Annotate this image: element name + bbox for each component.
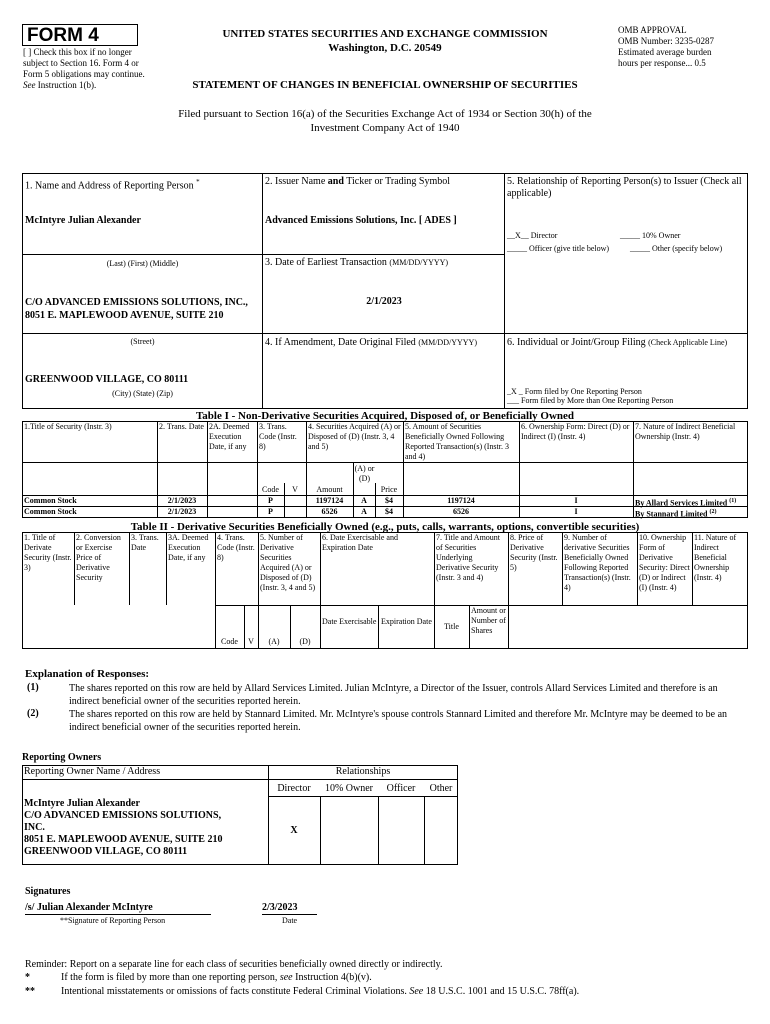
- agency-city: Washington, D.C. 20549: [328, 42, 442, 54]
- filed-pursuant-line1: Filed pursuant to Section 16(a) of the Securities Exchange Act of 1934 or Section 30(h) of the: [178, 108, 592, 120]
- t1-h-nature: 7. Nature of Indirect Beneficial Ownership (Instr. 4): [635, 422, 736, 441]
- t1-r2-aord: A: [361, 507, 367, 516]
- t1-r2-date: 2/1/2023: [167, 507, 197, 516]
- box3-label: [265, 257, 503, 269]
- box1-label: [25, 176, 260, 192]
- box4-label-text: 4. If Amendment, Date Original Filed: [265, 337, 416, 348]
- t2-h-title: 1. Title of Derivate Security (Instr. 3): [24, 533, 72, 572]
- omb-hours: hours per response... 0.5: [618, 58, 706, 68]
- t1-h-acquired: 4. Securities Acquired (A) or Disposed of (D) (Instr. 3, 4 and 5): [308, 422, 401, 451]
- t2-h-price: 8. Price of Derivative Security (Instr. 5): [510, 533, 558, 572]
- footnote-star1-see: see: [279, 972, 293, 983]
- t2-h-exercisable: 6. Date Exercisable and Expiration Date: [322, 533, 398, 552]
- t2-h-exp-date: Expiration Date: [381, 617, 432, 626]
- omb-number: OMB Number: 3235-0287: [618, 36, 714, 46]
- box5-label: 5. Relationship of Reporting Person(s) to Issuer (Check all applicable): [507, 176, 742, 199]
- t2-h-nature: 11. Nature of Indirect Beneficial Ownership (Instr. 4): [694, 533, 737, 582]
- t1-h-v-sub: V: [292, 485, 298, 494]
- t1-r1-owned: 1197124: [447, 496, 475, 505]
- signature-value: /s/ Julian Alexander McIntyre: [25, 902, 211, 915]
- t2-h-underlying: 7. Title and Amount of Securities Underlying Derivative Security (Instr. 3 and 4): [436, 533, 501, 582]
- note-2-text: The shares reported on this row are held by Stannard Limited. Mr. McIntyre's spouse controls Stannard Limited and therefore Mr. McIntyre may be deemed to be an indirect beneficial owner of the securities reported herein.: [69, 709, 728, 733]
- t1-r2-owned: 6526: [453, 507, 469, 516]
- agency-title: UNITED STATES SECURITIES AND EXCHANGE COMMISSION: [222, 28, 548, 40]
- t1-r2-title: Common Stock: [24, 507, 77, 516]
- t2-h-date-ex: Date Exercisable: [322, 617, 377, 626]
- box3-format: (MM/DD/YYYY): [389, 258, 449, 267]
- earliest-transaction-date: 2/1/2023: [366, 296, 402, 307]
- csz-caption: (City) (State) (Zip): [112, 389, 173, 398]
- t1-h-price-sub: Price: [380, 485, 398, 494]
- box6-label-text: 6. Individual or Joint/Group Filing: [507, 337, 646, 348]
- t1-r1-form: I: [574, 496, 578, 505]
- box6-note: (Check Applicable Line): [648, 338, 728, 347]
- omb-box: [618, 25, 758, 69]
- rel-other[interactable]: _____ Other (specify below): [630, 244, 723, 253]
- check-box-see: See: [23, 80, 36, 90]
- t2-h-code: 4. Trans. Code (Instr. 8): [217, 533, 255, 562]
- box3-label-text: 3. Date of Earliest Transaction: [265, 257, 387, 268]
- t2-h-deemed: 3A. Deemed Execution Date, if any: [168, 533, 209, 562]
- rel-ten-pct-owner[interactable]: _____ 10% Owner: [620, 231, 681, 240]
- rel-director[interactable]: __X__ Director: [507, 231, 558, 240]
- t2-h-a-sub: (A): [268, 637, 280, 646]
- footnote-star2-mark: **: [25, 986, 35, 997]
- reporting-person-city: GREENWOOD VILLAGE, CO 80111: [25, 374, 189, 385]
- t2-h-amount-shares: Amount or Number of Shares: [471, 606, 506, 635]
- form-label: FORM 4: [22, 24, 138, 46]
- footnote-star2-a: Intentional misstatements or omissions of facts constitute Federal Criminal Violations.: [61, 986, 407, 997]
- street-caption: (Street): [130, 337, 155, 346]
- ro-director-mark: X: [290, 825, 298, 836]
- signature-caption: **Signature of Reporting Person: [60, 916, 166, 925]
- t1-h-deemed: 2A. Deemed Execution Date, if any: [209, 422, 250, 451]
- reporting-person-address: C/O ADVANCED EMISSIONS SOLUTIONS, INC., 8051 E. MAPLEWOOD AVENUE, SUITE 210: [25, 297, 248, 321]
- name-caption: (Last) (First) (Middle): [106, 259, 179, 268]
- reporting-owners-heading: Reporting Owners: [22, 752, 102, 763]
- ro-owner-line: 8051 E. MAPLEWOOD AVENUE, SUITE 210: [24, 834, 223, 845]
- box2-label-a: 2. Issuer Name: [265, 176, 326, 187]
- note-2-num: (2): [27, 708, 39, 719]
- t1-r2-amount: 6526: [321, 507, 338, 516]
- filing-more-persons[interactable]: ___ Form filed by More than One Reporting Person: [507, 396, 674, 405]
- signature-date: 2/3/2023: [262, 902, 317, 915]
- t1-r1-code: P: [268, 496, 273, 505]
- omb-title: OMB APPROVAL: [618, 25, 687, 35]
- note-1-text: The shares reported on this row are held by Allard Services Limited. Julian McIntyre, a Director of the Issuer, controls Allard Services Limited and therefore is an indirect beneficial owner of the securities reported herein.: [69, 683, 718, 707]
- t1-r2-nature-text: By Stannard Limited: [635, 509, 708, 519]
- note-1-num: (1): [27, 682, 39, 693]
- t1-h-aord-sub: (A) or (D): [354, 464, 375, 483]
- box2-label: [265, 176, 503, 188]
- t2-h-d-sub: (D): [299, 637, 311, 646]
- footnote-star1-b: Instruction 4(b)(v).: [295, 972, 372, 983]
- ro-col-relationships: Relationships: [335, 766, 391, 777]
- t2-h-form: 10. Ownership Form of Derivative Security: Direct (D) or Indirect (I) (Instr. 4): [639, 533, 690, 592]
- check-box-text: [ ] Check this box if no longer subject to Section 16. Form 4 or Form 5 obligations may continue.: [23, 47, 145, 79]
- table2-title: Table II - Derivative Securities Beneficially Owned (e.g., puts, calls, warrants, options, convertible securities): [130, 521, 640, 533]
- box2-label-and: and: [327, 176, 344, 187]
- t2-h-conversion: 2. Conversion or Exercise Price of Derivative Security: [76, 533, 121, 582]
- reminder: Reminder: Report on a separate line for each class of securities beneficially owned directly or indirectly.: [25, 959, 443, 970]
- t2-h-number: 5. Number of Derivative Securities Acquired (A) or Disposed of (D) (Instr. 3, 4 and 5): [260, 533, 316, 592]
- box2-label-b: Ticker or Trading Symbol: [346, 176, 451, 187]
- t1-r1-footnote[interactable]: (1): [729, 498, 737, 504]
- t1-h-form: 6. Ownership Form: Direct (D) or Indirect (I) (Instr. 4): [521, 422, 630, 441]
- rel-officer[interactable]: _____ Officer (give title below): [507, 244, 610, 253]
- ro-col-officer: Officer: [386, 783, 416, 794]
- check-box-instr: Instruction 1(b).: [37, 80, 97, 90]
- footnote-star2: [61, 986, 751, 998]
- table1-title: Table I - Non-Derivative Securities Acquired, Disposed of, or Beneficially Owned: [195, 410, 575, 422]
- box1-star: *: [196, 178, 200, 186]
- footnote-star1-a: If the form is filed by more than one reporting person,: [61, 972, 278, 983]
- t2-h-underlying-title: Title: [444, 622, 459, 631]
- t1-r1-aord: A: [361, 496, 367, 505]
- t1-r2-code: P: [268, 507, 273, 516]
- box6-label: [507, 337, 747, 349]
- footnote-star1-mark: *: [25, 972, 30, 983]
- statement-title: STATEMENT OF CHANGES IN BENEFICIAL OWNERSHIP OF SECURITIES: [192, 79, 578, 91]
- box1-label-text: 1. Name and Address of Reporting Person: [25, 180, 194, 192]
- t1-h-date: 2. Trans. Date: [159, 422, 204, 431]
- filing-one-person[interactable]: _X _ Form filed by One Reporting Person: [507, 387, 642, 396]
- t1-h-title: 1.Title of Security (Instr. 3): [24, 422, 112, 431]
- t1-r1-amount: 1197124: [315, 496, 344, 505]
- box4-label: [265, 337, 505, 349]
- t2-h-owned: 9. Number of derivative Securities Beneficially Owned Following Reported Transaction(s) (Instr. 4): [564, 533, 631, 592]
- ro-owner-line: C/O ADVANCED EMISSIONS SOLUTIONS,: [24, 810, 222, 821]
- ro-owner-line: McIntyre Julian Alexander: [24, 798, 140, 809]
- t1-r2-price: $4: [385, 507, 393, 516]
- footnote-star1: [61, 972, 741, 984]
- explanation-heading: Explanation of Responses:: [25, 668, 150, 680]
- t1-r1-nature-text: By Allard Services Limited: [635, 498, 728, 508]
- t2-h-date: 3. Trans. Date: [131, 533, 159, 552]
- ro-col-name: Reporting Owner Name / Address: [24, 766, 161, 777]
- t1-r2-footnote[interactable]: (2): [709, 509, 717, 515]
- t1-r1-title: Common Stock: [24, 496, 77, 505]
- check-box-note[interactable]: [23, 47, 151, 91]
- reporting-person-name: McIntyre Julian Alexander: [25, 215, 141, 226]
- issuer-name: Advanced Emissions Solutions, Inc. [ ADES ]: [265, 215, 457, 226]
- t1-h-owned: 5. Amount of Securities Beneficially Owned Following Reported Transaction(s) (Instr. 3 and 4): [405, 422, 509, 461]
- ro-col-other: Other: [429, 783, 453, 794]
- t2-h-v-sub: V: [248, 637, 254, 646]
- ro-owner-line: INC.: [24, 822, 45, 833]
- footnote-star2-b: 18 U.S.C. 1001 and 15 U.S.C. 78ff(a).: [425, 986, 580, 997]
- ro-col-director: Director: [277, 783, 311, 794]
- t1-h-amount-sub: Amount: [316, 485, 343, 494]
- t1-h-code-sub: Code: [262, 485, 279, 494]
- t1-r2-form: I: [574, 507, 578, 516]
- ro-col-ten: 10% Owner: [324, 783, 374, 794]
- footnote-star2-see: See: [409, 986, 424, 997]
- t1-r2-nature: [635, 507, 748, 520]
- ro-owner-address: [24, 798, 268, 858]
- omb-burden: Estimated average burden: [618, 47, 712, 57]
- t1-r1-price: $4: [385, 496, 393, 505]
- ro-owner-line: GREENWOOD VILLAGE, CO 80111: [24, 846, 188, 857]
- t2-h-code-sub: Code: [221, 637, 238, 646]
- signature-date-caption: Date: [282, 916, 298, 925]
- t1-h-code: 3. Trans. Code (Instr. 8): [259, 422, 297, 451]
- filed-pursuant-line2: Investment Company Act of 1940: [310, 122, 460, 134]
- signatures-heading: Signatures: [25, 886, 71, 897]
- box4-format: (MM/DD/YYYY): [418, 338, 477, 347]
- t1-r1-date: 2/1/2023: [167, 496, 197, 505]
